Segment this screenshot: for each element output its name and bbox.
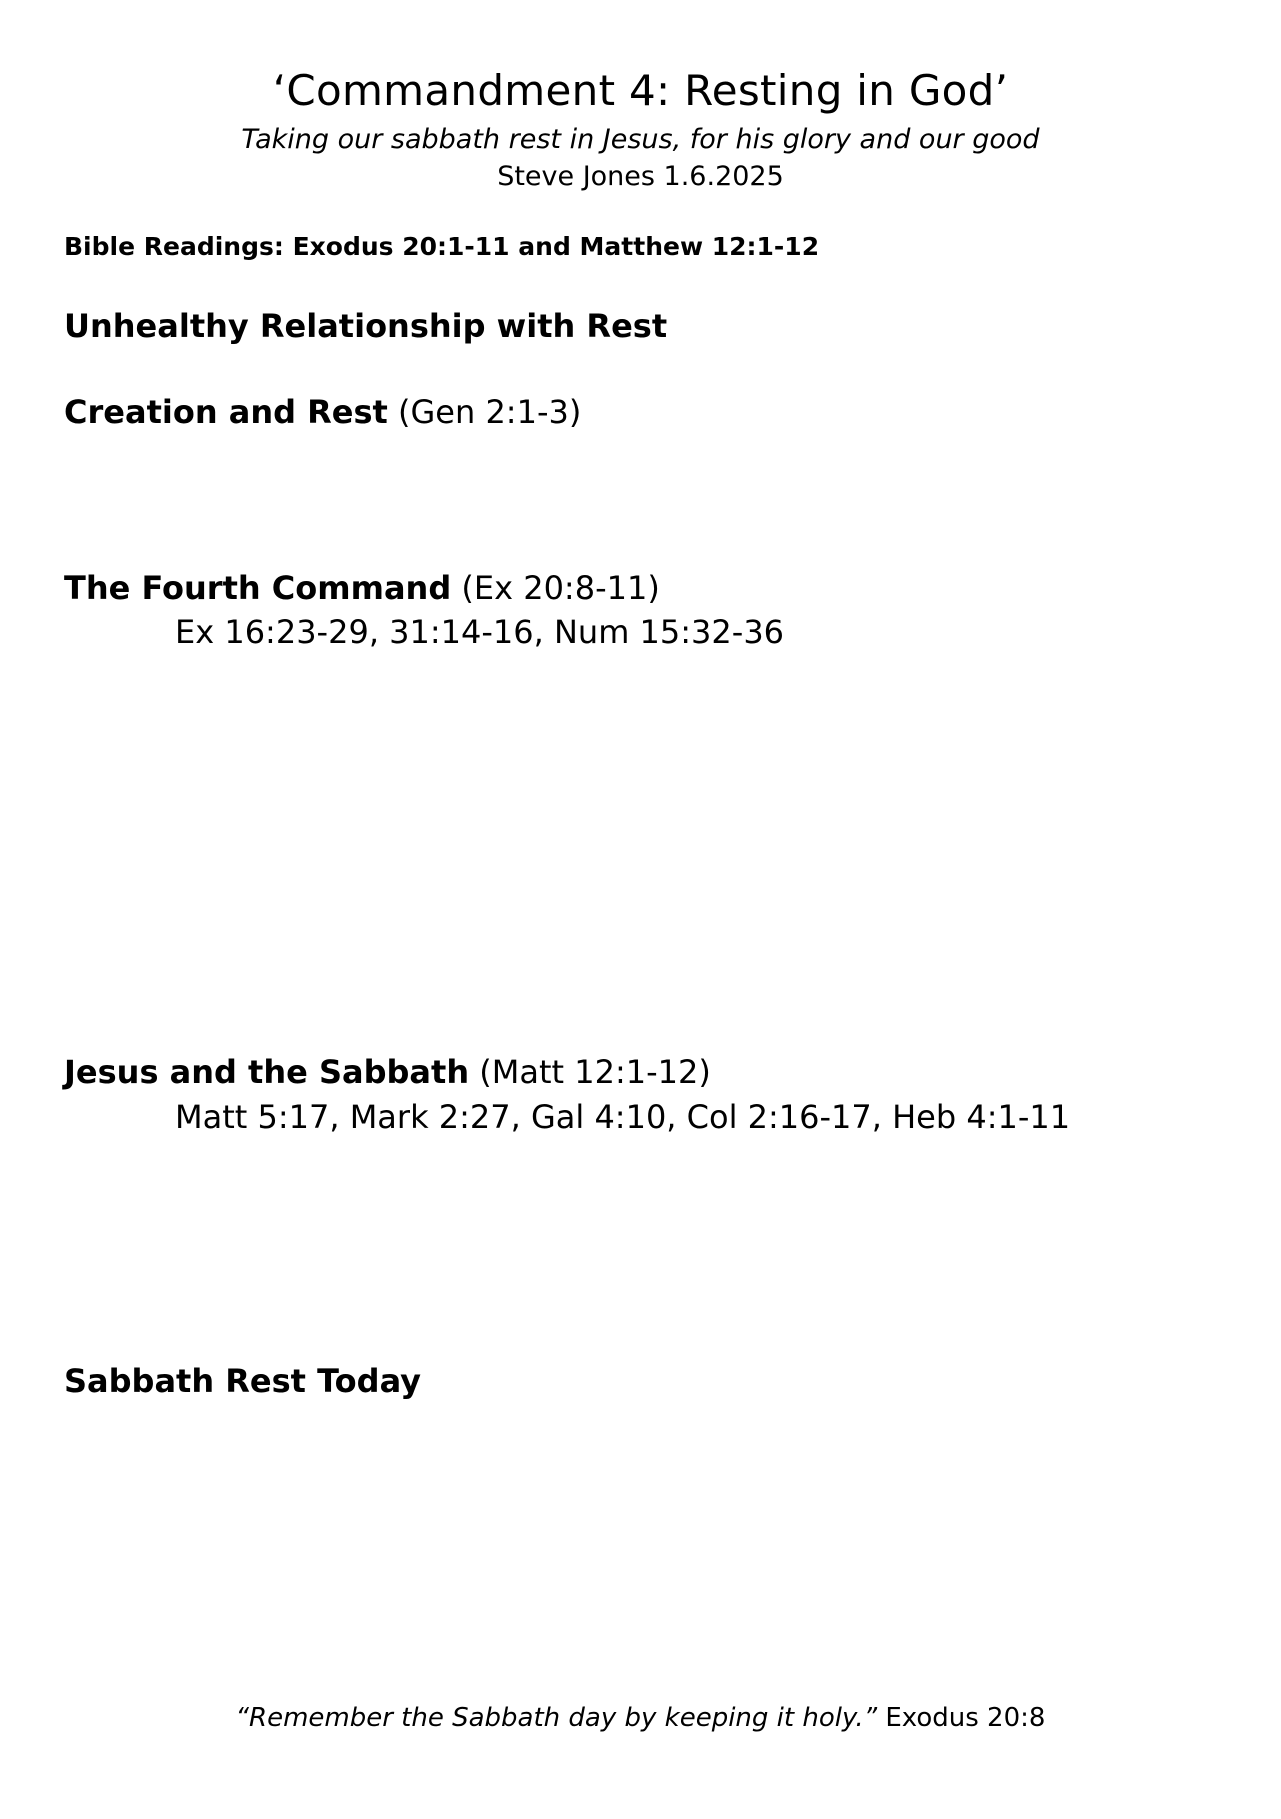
footer-quote: “Remember the Sabbath day by keeping it holy.” <box>235 1703 878 1733</box>
section-heading: The Fourth Command <box>64 569 452 607</box>
section-jesus-sabbath <box>64 1053 711 1091</box>
section-subrefs: Matt 5:17, Mark 2:27, Gal 4:10, Col 2:16-17, Heb 4:1-11 <box>175 1098 1071 1136</box>
footer-citation: Exodus 20:8 <box>877 1703 1046 1733</box>
section-ref: (Ex 20:8-11) <box>451 569 660 607</box>
section-fourth-command <box>64 569 660 607</box>
section-heading: Creation and Rest <box>64 393 388 431</box>
section-unhealthy-rest <box>64 307 667 345</box>
section-sabbath-today <box>64 1362 421 1400</box>
section-heading: Unhealthy Relationship with Rest <box>64 307 668 345</box>
bible-readings: Bible Readings: Exodus 20:1-11 and Matthew 12:1-12 <box>64 232 820 261</box>
author-date: Steve Jones 1.6.2025 <box>497 161 784 192</box>
section-heading: Sabbath Rest Today <box>64 1362 422 1400</box>
section-creation-rest <box>64 393 581 431</box>
page-subtitle: Taking our sabbath rest in Jesus, for his glory and our good <box>241 124 1040 155</box>
section-ref: (Matt 12:1-12) <box>469 1053 711 1091</box>
page-title: ‘Commandment 4: Resting in God’ <box>272 66 1009 115</box>
footer-quote-line <box>0 1703 1281 1733</box>
section-subrefs: Ex 16:23-29, 31:14-16, Num 15:32-36 <box>175 613 785 651</box>
section-heading: Jesus and the Sabbath <box>64 1053 470 1091</box>
section-ref: (Gen 2:1-3) <box>387 393 582 431</box>
